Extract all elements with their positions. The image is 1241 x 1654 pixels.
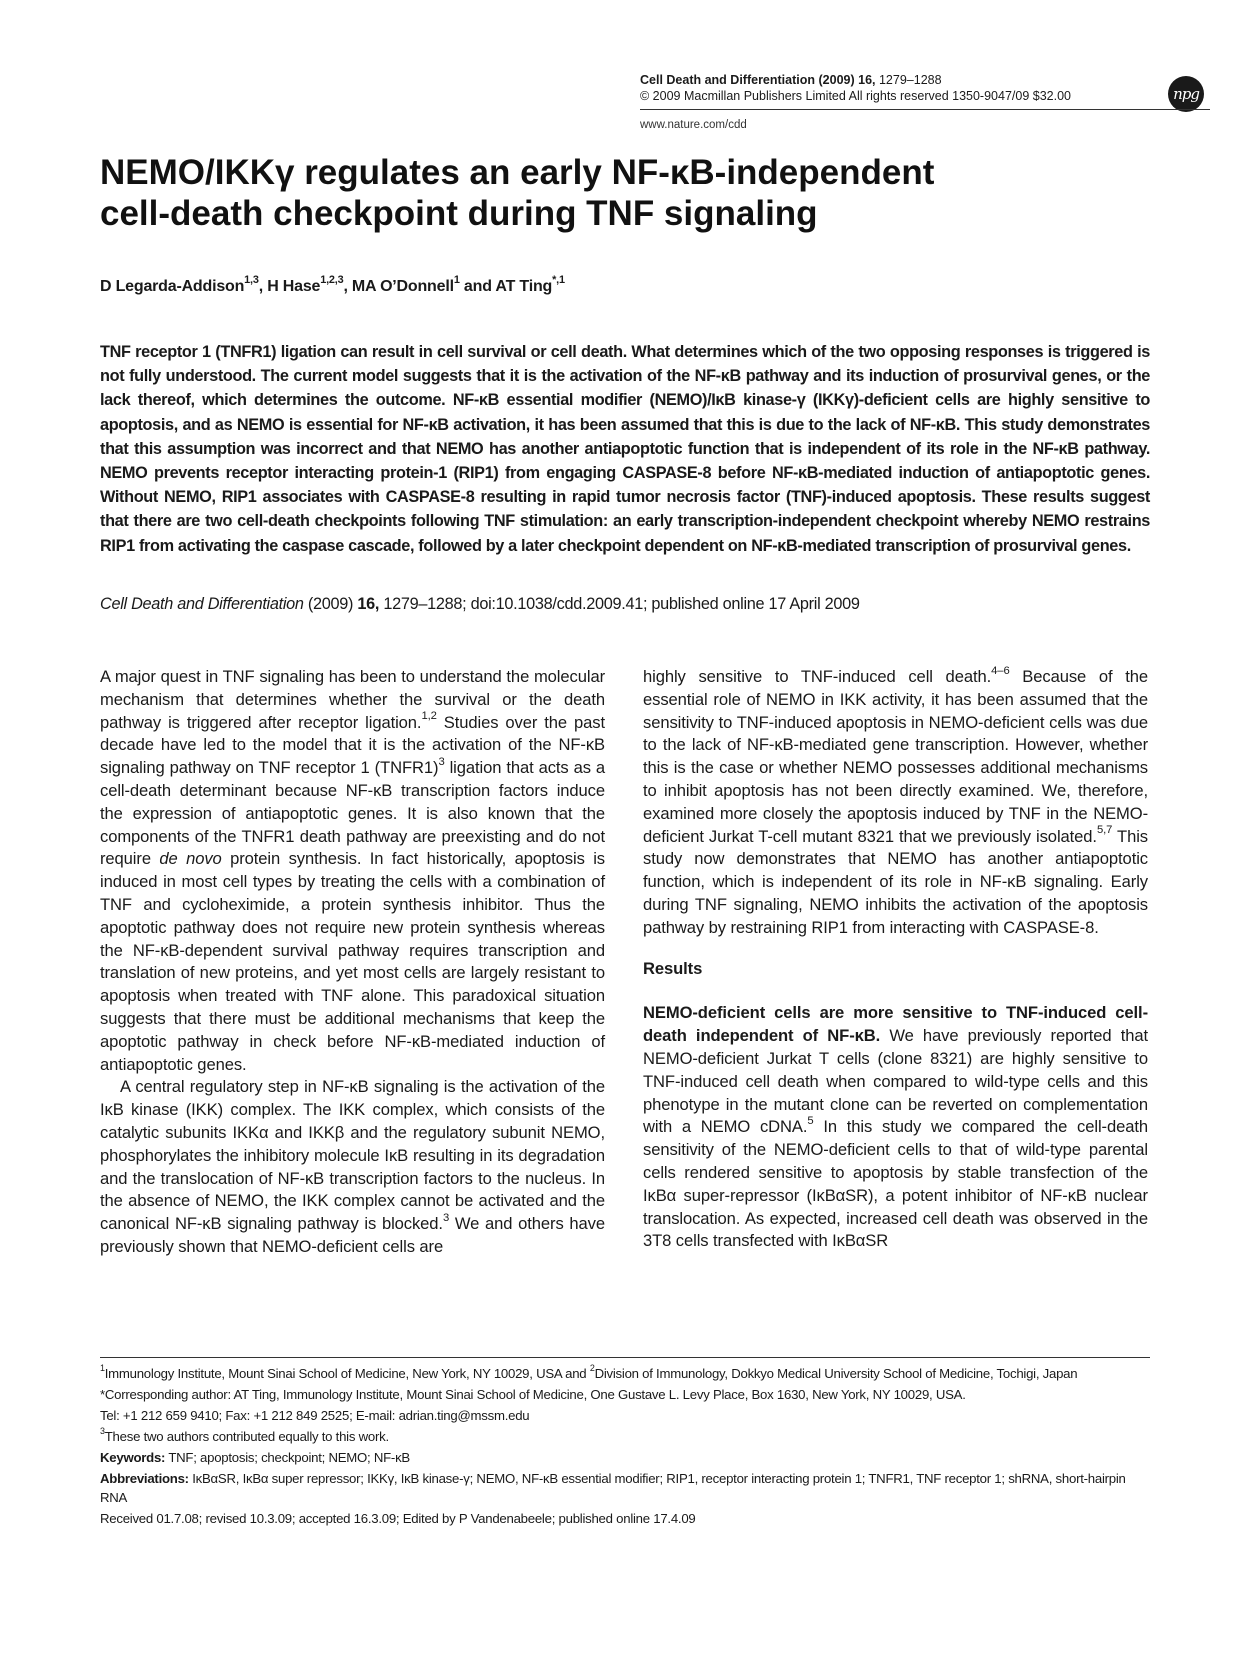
body-paragraph <box>643 1002 1148 1253</box>
author-name: D Legarda-Addison <box>100 278 245 295</box>
journal-pages: 1279–1288 <box>878 73 942 87</box>
body-text: This study now demonstrates that NEMO has another antiapoptotic function, which is independent of its role in NF-κB signaling. Early during TNF signaling, NEMO inhibits the activation of the apoptosis pathway by restraining RIP1 from interacting with CASPASE-8. <box>643 826 1148 937</box>
author-list <box>100 274 1160 296</box>
reference-sup: 5 <box>807 1115 814 1128</box>
body-text: highly sensitive to TNF-induced cell death. <box>643 667 992 686</box>
body-text: We and others have previously shown that NEMO-deficient cells are <box>100 1214 605 1256</box>
body-text: A central regulatory step in NF-κB signaling is the activation of the IκB kinase (IKK) complex. The IKK complex, which consists of the catalytic subunits IKKα and IKKβ and the regulatory subunit NEMO, phosphorylates the inhibitory molecule IκB resulting in its degradation and the translocation of NF-κB transcription factors to the nucleus. In the absence of NEMO, the IKK complex cannot be activated and the canonical NF-κB signaling pathway is blocked. <box>100 1077 605 1234</box>
body-column-right <box>643 666 1148 1253</box>
citation-year: (2009) <box>303 595 358 613</box>
citation-volume: 16, <box>357 595 380 613</box>
journal-year-volume: (2009) 16, <box>818 73 876 87</box>
body-text: Studies over the past decade have led to the model that it is the activation of the NF-κB signaling pathway on TNF receptor 1 (TNFR1) <box>100 712 605 778</box>
body-paragraph <box>100 666 605 1076</box>
equal-contribution-note <box>100 1427 1150 1446</box>
affiliation-text: Division of Immunology, Dokkyo Medical University School of Medicine, Tochigi, Japan <box>594 1366 1078 1381</box>
reference-sup: 3 <box>438 755 445 768</box>
copyright-line: © 2009 Macmillan Publishers Limited All rights reserved 1350-9047/09 $32.00 <box>640 89 1071 103</box>
article-title <box>100 152 1160 234</box>
author-affiliation-sup: *,1 <box>552 274 565 287</box>
contact-info: Tel: +1 212 659 9410; Fax: +1 212 849 2525; E-mail: adrian.ting@mssm.edu <box>100 1408 530 1423</box>
abbreviations-text: IκBαSR, IκBα super repressor; IKKγ, IκB kinase-γ; NEMO, NF-κB essential modifier; RIP1, receptor interacting protein 1; TNFR1, TNF receptor 1; shRNA, short-hairpin RNA <box>100 1471 1126 1505</box>
body-text: Because of the essential role of NEMO in IKK activity, it has been assumed that the sensitivity to TNF-induced apoptosis in NEMO-deficient cells was due to the lack of NF-κB-mediated gene transcription. However, whether this is the case or whether NEMO possesses additional mechanisms to inhibit apoptosis has not been directly examined. We, therefore, examined more closely the apoptosis induced by TNF in the NEMO-deficient Jurkat T-cell mutant 8321 that we previously isolated. <box>643 667 1148 846</box>
footnote-divider <box>100 1357 1150 1358</box>
title-line-2: cell-death checkpoint during TNF signaling <box>100 194 818 233</box>
abbreviations-label: Abbreviations: <box>100 1471 189 1486</box>
footnote-sup: 3 <box>100 1426 105 1437</box>
reference-sup: 1,2 <box>421 710 437 723</box>
author-affiliation-sup: 1 <box>453 274 460 287</box>
keywords <box>100 1448 1150 1467</box>
reference-sup: 4–6 <box>991 664 1010 677</box>
body-text: protein synthesis. In fact historically, apoptosis is induced in most cell types by treating the cells with a combination of TNF and cycloheximide, a protein synthesis inhibitor. Thus the apoptotic pathway does not require new protein synthesis whereas the NF-κB-dependent survival pathway requires transcription and translation of new proteins, and yet most cells are largely resistant to apoptosis when treated with TNF alone. This paradoxical situation suggests that there must be additional mechanisms that keep the apoptotic pathway in check before NF-κB-mediated induction of antiapoptotic genes. <box>100 849 605 1074</box>
abbreviations <box>100 1469 1150 1507</box>
body-paragraph <box>643 666 1148 940</box>
author-affiliation-sup: 1,2,3 <box>320 274 344 287</box>
footnote-text: These two authors contributed equally to this work. <box>104 1429 389 1444</box>
journal-url-link[interactable]: www.nature.com/cdd <box>640 119 747 131</box>
citation-details: 1279–1288; doi:10.1038/cdd.2009.41; published online 17 April 2009 <box>379 595 860 613</box>
body-column-left <box>100 666 605 1259</box>
title-line-1: NEMO/IKKγ regulates an early NF-κB-independent <box>100 153 935 192</box>
affiliation-text: Immunology Institute, Mount Sinai School of Medicine, New York, NY 10029, USA and <box>104 1366 590 1381</box>
running-header <box>640 72 1080 104</box>
body-paragraph <box>100 1076 605 1258</box>
section-heading: Results <box>643 958 703 978</box>
reference-sup: 5,7 <box>1096 824 1113 837</box>
author-name: , MA O’Donnell <box>343 278 454 295</box>
body-text: A major quest in TNF signaling has been to understand the molecular mechanism that determines whether the survival or the death pathway is triggered after receptor ligation. <box>100 667 605 732</box>
npg-logo-icon: npg <box>1168 76 1204 112</box>
body-text: ligation that acts as a cell-death determinant because NF-κB transcription factors induce the expression of antiapoptotic genes. It is also known that the components of the TNFR1 death pathway are preexisting and do not require <box>100 758 606 869</box>
affiliation-sup: 1 <box>100 1363 105 1374</box>
author-name: , H Hase <box>258 278 321 295</box>
body-text: In this study we compared the cell-death sensitivity of the NEMO-deficient cells to that of wild-type parental cells rendered sensitive to apoptosis by stable transfection of the IκBα super-repressor (IκBαSR), a potent inhibitor of NF-κB nuclear translocation. As expected, increased cell death was observed in the 3T8 cells transfected with IκBαSR <box>643 1117 1149 1251</box>
runin-heading: NEMO-deficient cells are more sensitive to TNF-induced cell-death independent of NF-κB. <box>643 1003 1148 1046</box>
affiliations <box>100 1364 1150 1383</box>
body-italic: de novo <box>159 849 222 869</box>
corresponding-author: *Corresponding author: AT Ting, Immunology Institute, Mount Sinai School of Medicine, One Gustave L. Levy Place, Box 1630, New York, NY 10029, USA. <box>100 1387 966 1402</box>
author-affiliation-sup: 1,3 <box>244 274 259 287</box>
journal-name: Cell Death and Differentiation <box>640 73 816 87</box>
footnotes <box>100 1364 1150 1530</box>
reference-sup: 3 <box>442 1211 450 1224</box>
affiliation-sup: 2 <box>589 1363 595 1374</box>
abstract: TNF receptor 1 (TNFR1) ligation can result in cell survival or cell death. What determines which of the two opposing responses is triggered is not fully understood. The current model suggests that it is the activation of the NF-κB pathway and its induction of prosurvival genes, or the lack thereof, which determines the outcome. NF-κB essential modifier (NEMO)/IκB kinase-γ (IKKγ)-deficient cells are highly sensitive to apoptosis, and as NEMO is essential for NF-κB activation, it has been assumed that this is due to the lack of NF-κB. This study demonstrates that this assumption was incorrect and that NEMO has another antiapoptotic function that is independent of its role in the NF-κB pathway. NEMO prevents receptor interacting protein-1 (RIP1) from engaging CASPASE-8 before NF-κB-mediated induction of antiapoptotic genes. Without NEMO, RIP1 associates with CASPASE-8 resulting in rapid tumor necrosis factor (TNF)-induced apoptosis. These results suggest that there are two cell-death checkpoints following TNF stimulation: an early transcription-independent checkpoint whereby NEMO restrains RIP1 from activating the caspase cascade, followed by a later checkpoint dependent on NF-κB-mediated transcription of prosurvival genes. <box>100 343 1150 555</box>
received-dates: Received 01.7.08; revised 10.3.09; accepted 16.3.09; Edited by P Vandenabeele; published online 17.4.09 <box>100 1511 696 1526</box>
article-citation <box>100 593 1150 615</box>
keywords-label: Keywords: <box>100 1450 166 1465</box>
author-name: and AT Ting <box>459 278 553 295</box>
citation-journal: Cell Death and Differentiation <box>100 595 304 613</box>
header-divider <box>640 109 1210 110</box>
keywords-text: TNF; apoptosis; checkpoint; NEMO; NF-κB <box>165 1450 410 1465</box>
journal-citation-line <box>640 72 1080 88</box>
body-text: We have previously reported that NEMO-deficient Jurkat T cells (clone 8321) are highly sensitive to TNF-induced cell death when compared to wild-type cells and this phenotype in the mutant clone can be reverted on complementation with a NEMO cDNA. <box>643 1026 1148 1137</box>
